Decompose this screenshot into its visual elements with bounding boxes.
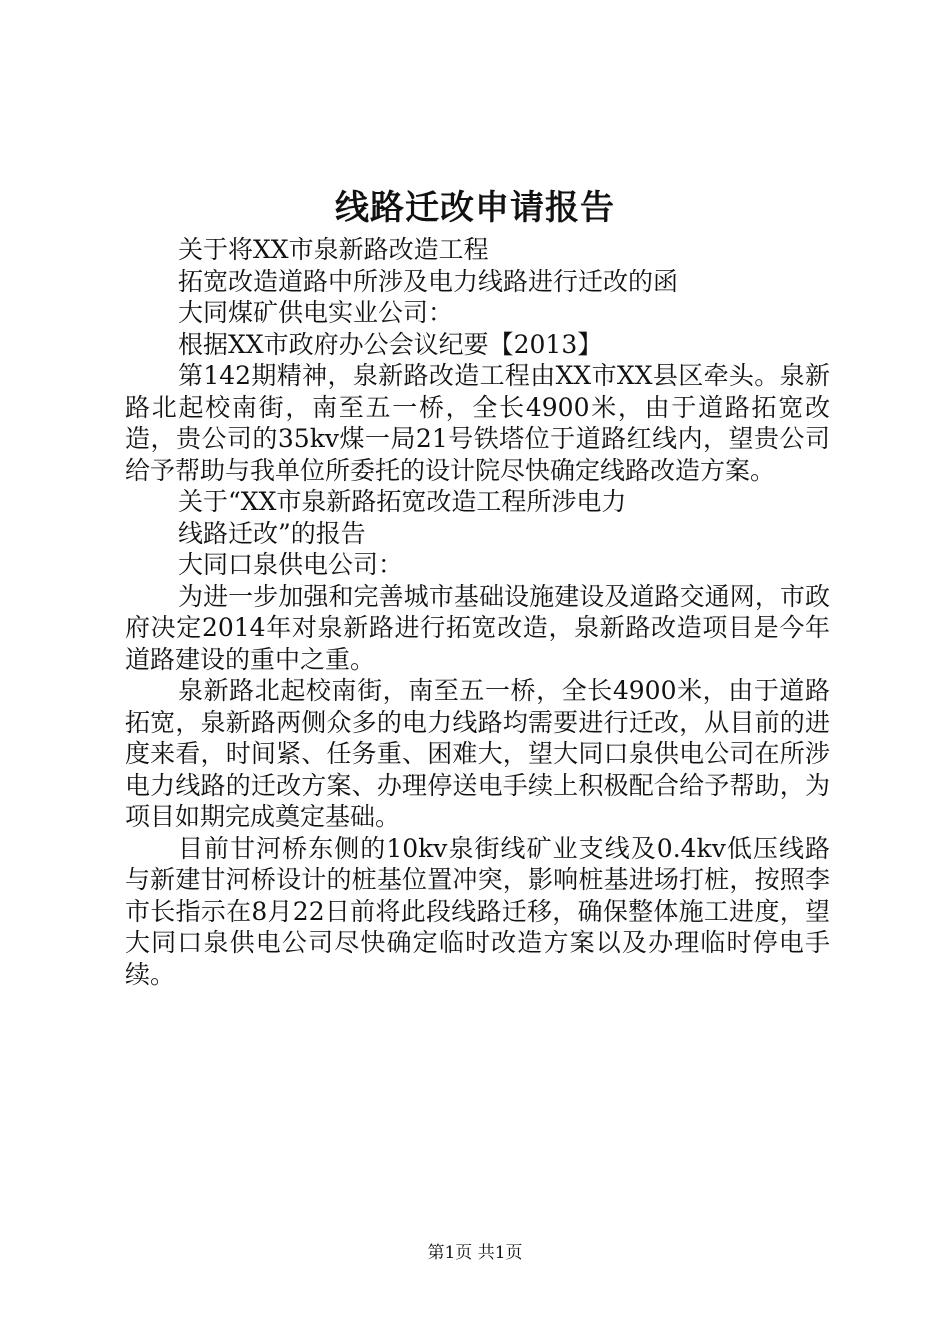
paragraph-recipient-1: 大同煤矿供电实业公司： (178, 298, 454, 327)
paragraph-background: 为进一步加强和完善城市基础设施建设及道路交通网，市政府决定2014年对泉新路进行拓宽改造，泉新路改造项目是今年道路建设的重中之重。 (125, 581, 830, 674)
paragraph-subject-line-2: 拓宽改造道路中所涉及电力线路进行迁改的函 (178, 266, 679, 296)
page-footer: 第1页 共1页 (427, 1243, 523, 1263)
paragraph-report-title-line-1: 关于“XX市泉新路拓宽改造工程所涉电力 (178, 487, 627, 516)
document-title: 线路迁改申请报告 (335, 188, 615, 228)
paragraph-subject-line-1: 关于将XX市泉新路改造工程 (178, 235, 489, 264)
paragraph-report-title-line-2: 线路迁改”的报告 (178, 518, 366, 548)
paragraph-recipient-2: 大同口泉供电公司： (178, 550, 404, 579)
paragraph-conflict: 目前甘河桥东侧的10kv泉街线矿业支线及0.4kv低压线路与新建甘河桥设计的桩基位置冲突，影响桩基进场打桩，按照李市长指示在8月22日前将此段线路迁移，确保整体施工进度，望大同口泉供电公司尽快确定临时改造方案以及办理临时停电手续。 (125, 833, 830, 989)
paragraph-reference: 根据XX市政府办公会议纪要【2013】 (178, 329, 603, 359)
paragraph-request: 泉新路北起校南街，南至五一桥，全长4900米，由于道路拓宽，泉新路两侧众多的电力线路均需要进行迁改，从目前的进度来看，时间紧、任务重、困难大，望大同口泉供电公司在所涉电力线路的迁改方案、办理停送电手续上积极配合给予帮助，为项目如期完成奠定基础。 (125, 676, 830, 831)
paragraph-letter-body: 第142期精神，泉新路改造工程由XX市XX县区牵头。泉新路北起校南街，南至五一桥，全长4900米，由于道路拓宽改造，贵公司的35kv煤一局21号铁塔位于道路红线内，望贵公司给予帮助与我单位所委托的设计院尽快确定线路改造方案。 (125, 361, 830, 485)
document-body (125, 234, 830, 990)
